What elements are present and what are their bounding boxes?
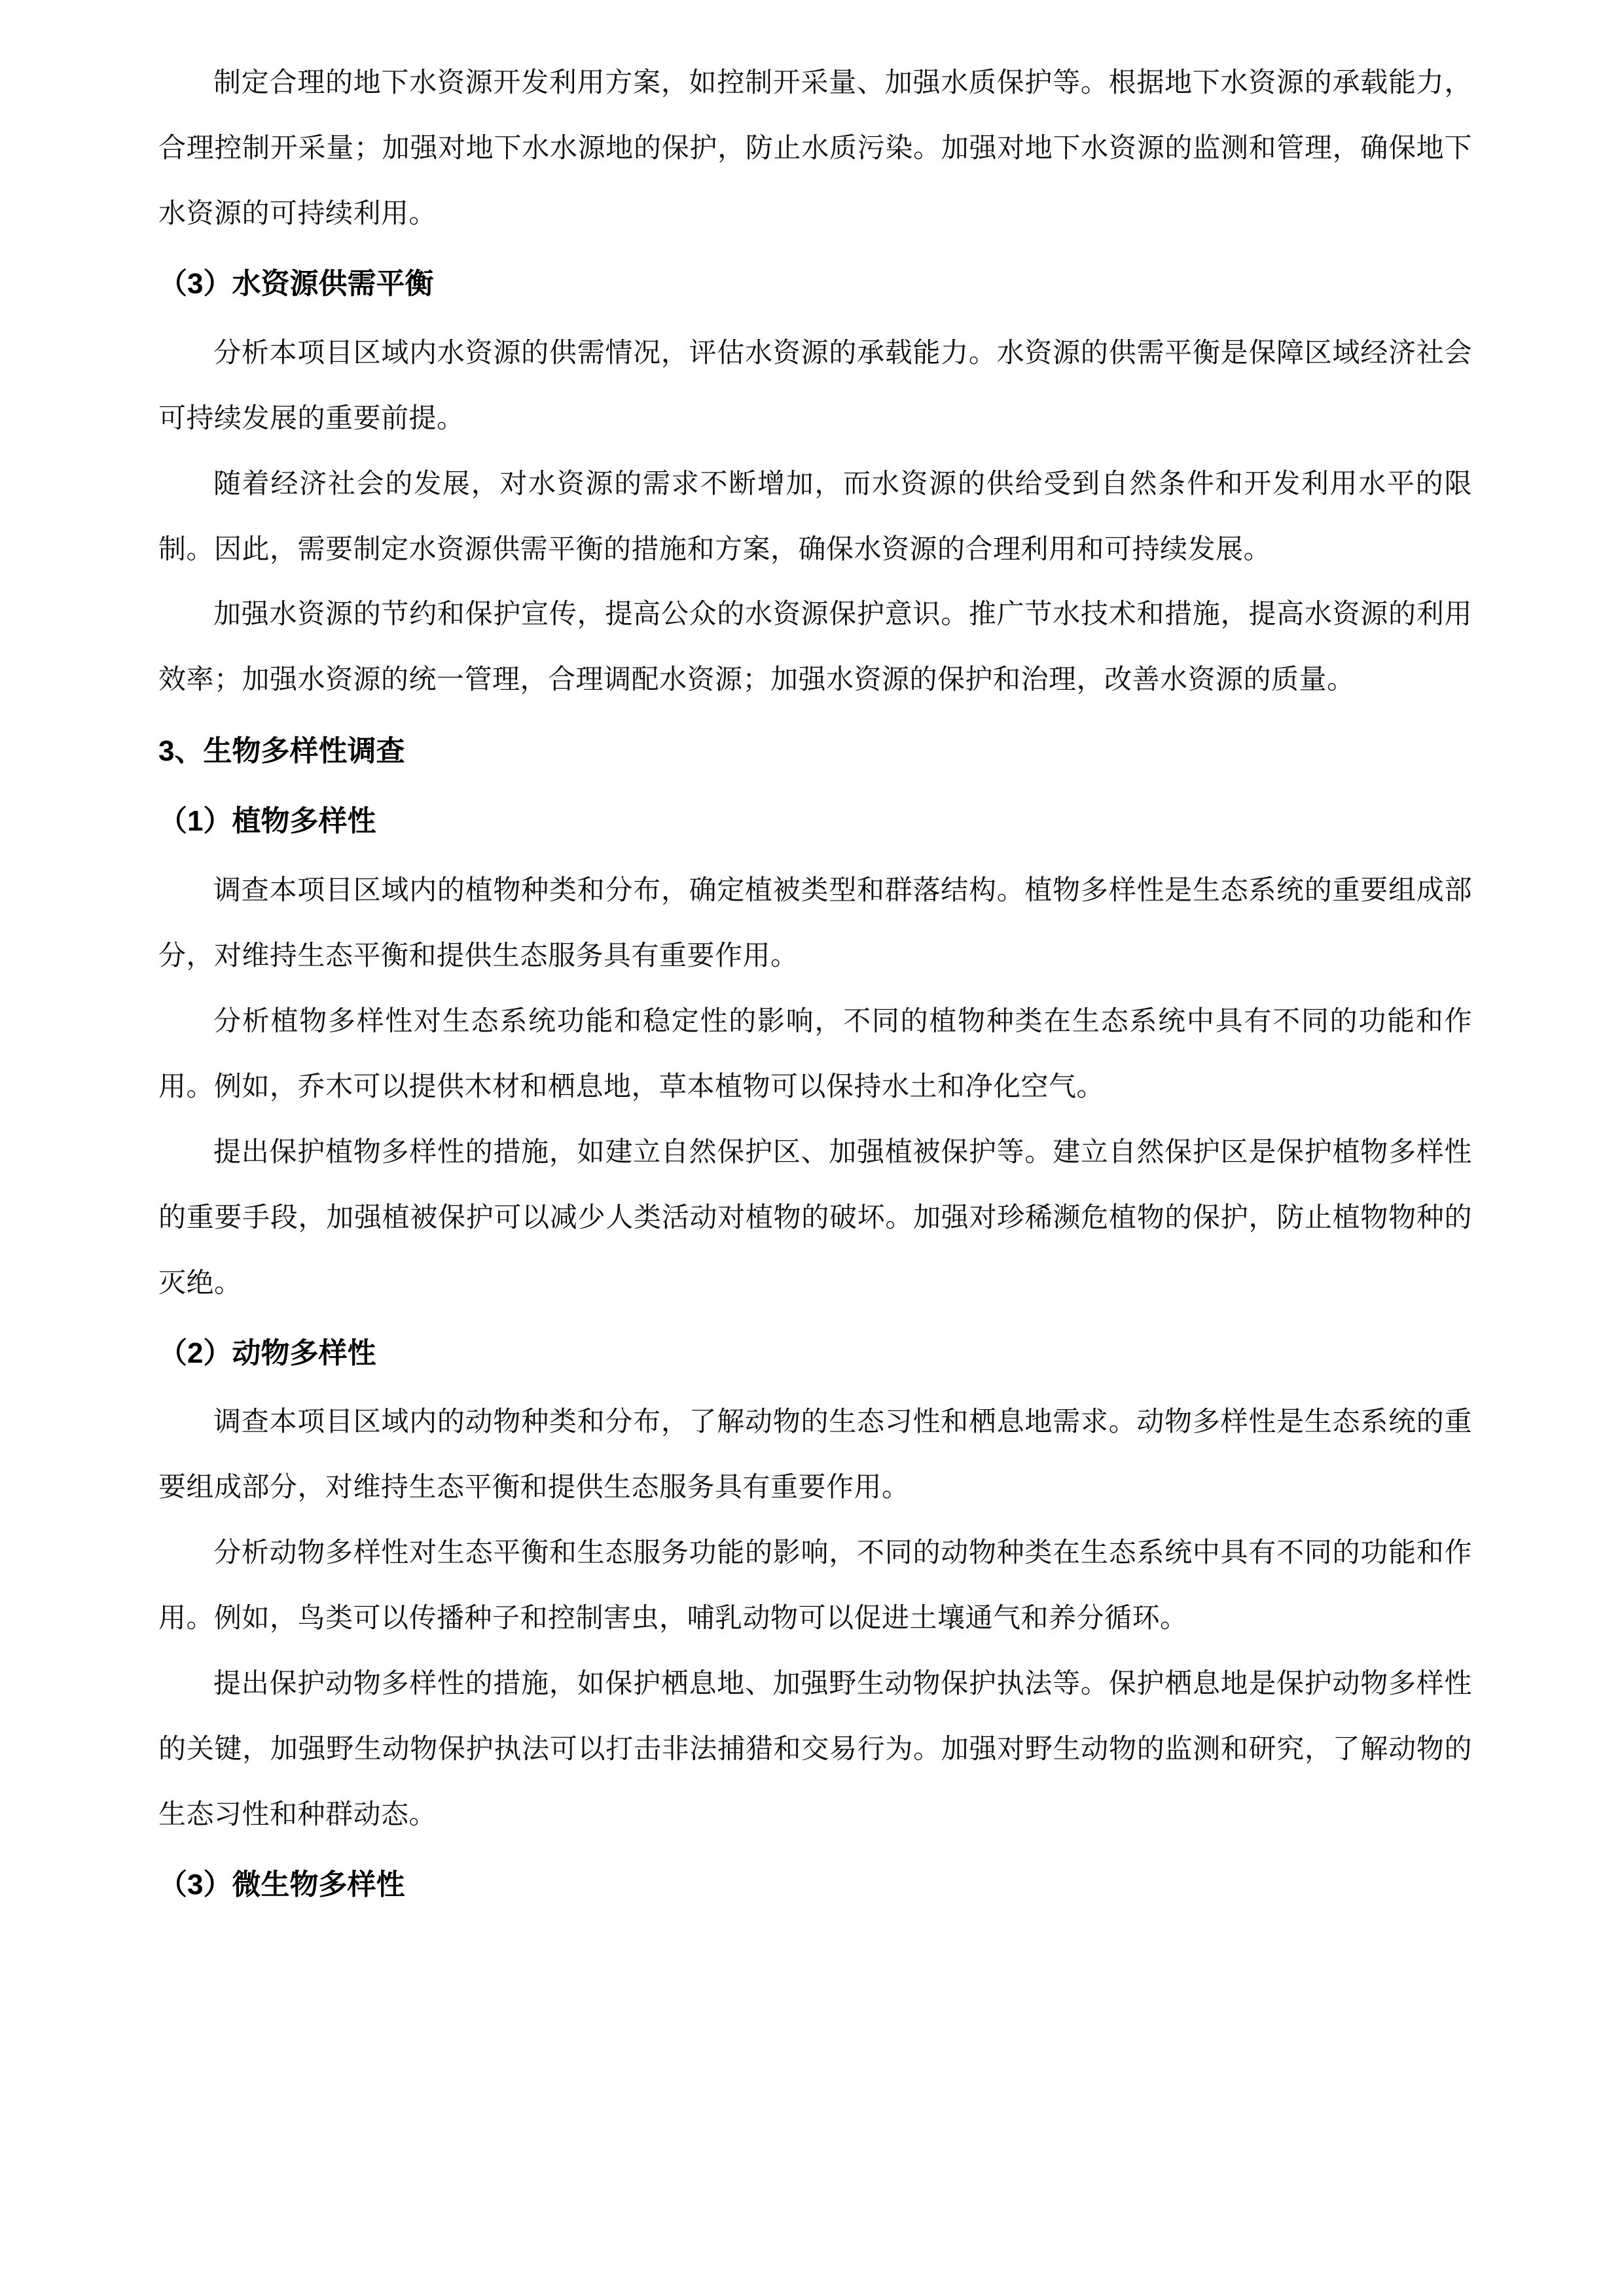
paragraph: 提出保护动物多样性的措施，如保护栖息地、加强野生动物保护执法等。保护栖息地是保护动物多样性的关键，加强野生动物保护执法可以打击非法捕猎和交易行为。加强对野生动物的监测和研究，了解动物的生态习性和种群动态。: [158, 1669, 1472, 1831]
paragraph: 制定合理的地下水资源开发利用方案，如控制开采量、加强水质保护等。根据地下水资源的承载能力，合理控制开采量；加强对地下水水源地的保护，防止水质污染。加强对地下水资源的监测和管理，确保地下水资源的可持续利用。: [158, 68, 1472, 229]
paragraph: 分析动物多样性对生态平衡和生态服务功能的影响，不同的动物种类在生态系统中具有不同的功能和作用。例如，鸟类可以传播种子和控制害虫，哺乳动物可以促进土壤通气和养分循环。: [158, 1538, 1472, 1634]
section-heading-microbial-diversity: （3）微生物多样性: [158, 1869, 405, 1901]
paragraph: 提出保护植物多样性的措施，如建立自然保护区、加强植被保护等。建立自然保护区是保护植物多样性的重要手段，加强植被保护可以减少人类活动对植物的破坏。加强对珍稀濒危植物的保护，防止植物物种的灭绝。: [158, 1137, 1472, 1299]
section-heading-plant-diversity: （1）植物多样性: [158, 805, 376, 838]
section-heading-animal-diversity: （2）动物多样性: [158, 1336, 376, 1369]
paragraph: 调查本项目区域内的动物种类和分布，了解动物的生态习性和栖息地需求。动物多样性是生态系统的重要组成部分，对维持生态平衡和提供生态服务具有重要作用。: [158, 1407, 1472, 1503]
paragraph: 加强水资源的节约和保护宣传，提高公众的水资源保护意识。推广节水技术和措施，提高水资源的利用效率；加强水资源的统一管理，合理调配水资源；加强水资源的保护和治理，改善水资源的质量。: [158, 600, 1472, 696]
paragraph: 随着经济社会的发展，对水资源的需求不断增加，而水资源的供给受到自然条件和开发利用水平的限制。因此，需要制定水资源供需平衡的措施和方案，确保水资源的合理利用和可持续发展。: [158, 469, 1472, 565]
section-heading-water-supply-demand-balance: （3）水资源供需平衡: [158, 267, 434, 300]
paragraph: 调查本项目区域内的植物种类和分布，确定植被类型和群落结构。植物多样性是生态系统的重要组成部分，对维持生态平衡和提供生态服务具有重要作用。: [158, 875, 1472, 971]
paragraph: 分析植物多样性对生态系统功能和稳定性的影响，不同的植物种类在生态系统中具有不同的功能和作用。例如，乔木可以提供木材和栖息地，草本植物可以保持水土和净化空气。: [158, 1006, 1472, 1102]
section-heading-biodiversity-survey: 3、生物多样性调查: [158, 735, 405, 768]
paragraph: 分析本项目区域内水资源的供需情况，评估水资源的承载能力。水资源的供需平衡是保障区域经济社会可持续发展的重要前提。: [158, 338, 1472, 434]
